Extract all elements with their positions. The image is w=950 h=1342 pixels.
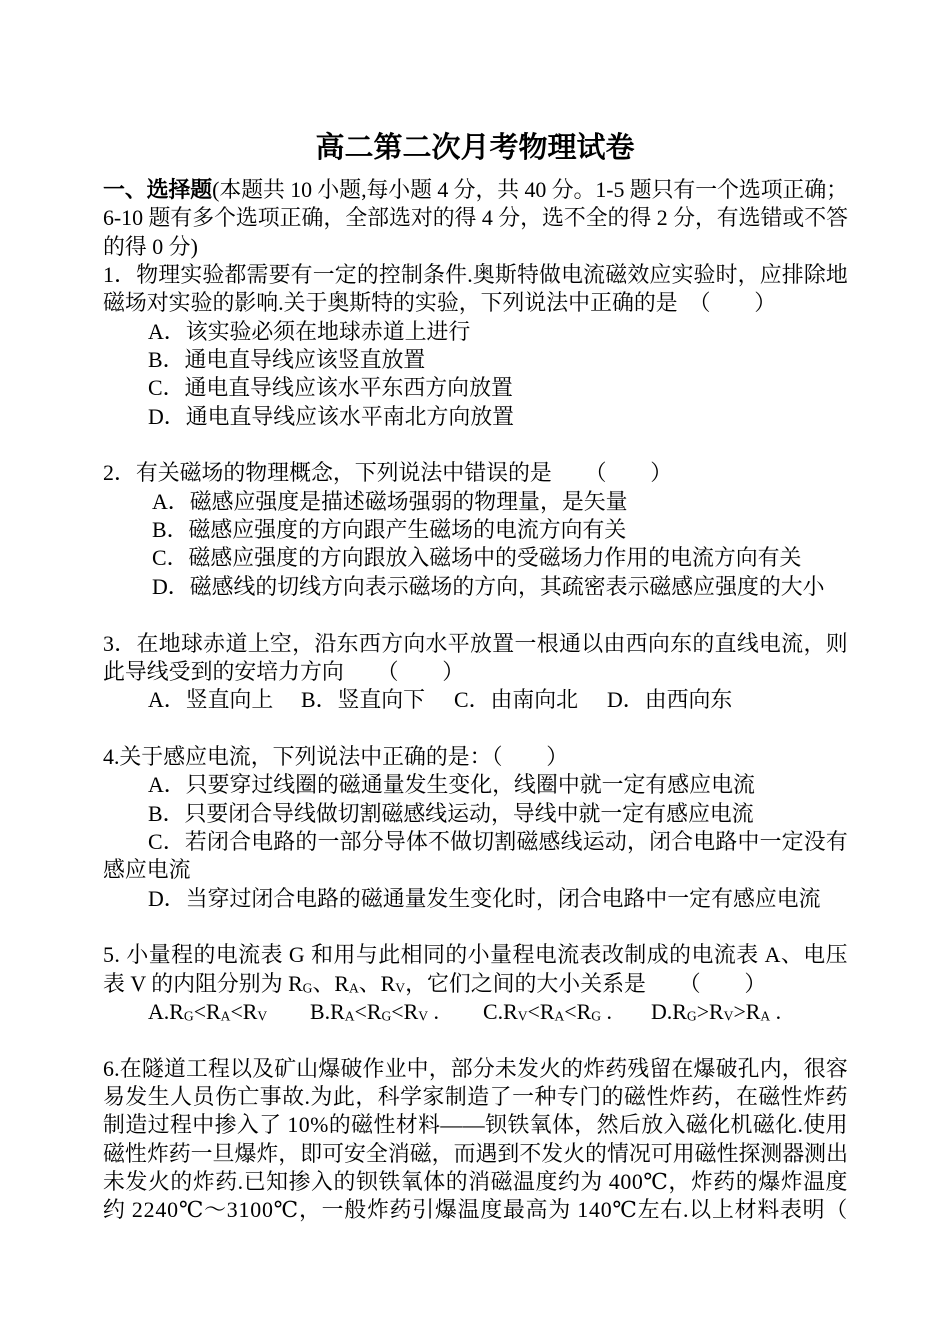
q1-option-a-text: A．该实验必须在地球赤道上进行 [148,318,471,344]
q4-option-c-text: 感应电流 [103,857,191,883]
q6-stem-line-6 [103,1196,848,1224]
q5-option-d [651,998,781,1026]
q5-stem-text [103,971,766,996]
text-fragment: <R [564,998,592,1024]
q5-option-b [310,998,483,1026]
section-instructions: 的得 0 分) [103,233,198,259]
q6-stem-text: 约 2240℃～3100℃，一般炸药引爆温度最高为 140℃左右.以上材料表明（ [103,1197,848,1223]
q1-stem-text: 1．物理实验都需要有一定的控制条件.奥斯特做电流磁效应实验时，应排除地 [103,262,848,288]
text-fragment: . [427,998,439,1024]
q4-option-c-line-2 [103,856,848,884]
q1-stem-line-1 [103,261,848,289]
q5-option-a [148,998,310,1026]
text-fragment: 、R [312,970,349,996]
q4-option-b-text: B．只要闭合导线做切割磁感线运动，导线中就一定有感应电流 [148,800,754,826]
section-intro-line-3 [103,233,848,261]
q1-option-b-text: B．通电直导线应该竖直放置 [148,347,426,373]
q1-option-d-text: D．通电直导线应该水平南北方向放置 [148,403,515,429]
q2-option-b [103,516,848,544]
text-fragment: D.R [651,998,687,1024]
subscript: G [591,1008,601,1024]
q4-option-a-text: A．只要穿过线圈的磁通量发生变化，线圈中就一定有感应电流 [148,772,755,798]
text-fragment: 表 V 的内阻分别为 R [103,970,303,996]
q6-stem-text: 制造过程中掺入了 10%的磁性材料——钡铁氧体，然后放入磁化机磁化.使用 [103,1112,848,1138]
q4-stem-line-1 [103,743,848,771]
section-intro-line-2 [103,204,848,232]
section-instructions: 6-10 题有多个选项正确，全部选对的得 4 分，选不全的得 2 分，有选错或不答 [103,205,848,231]
q1-stem-line-2 [103,289,848,317]
q4-stem-text: 4.关于感应电流，下列说法中正确的是：（ ） [103,743,569,769]
spacer [103,601,848,629]
q4-option-d-text: D．当穿过闭合电路的磁通量发生变化时，闭合电路中一定有感应电流 [148,885,821,911]
subscript: G [183,1008,194,1024]
subscript: V [257,1008,268,1024]
q3-stem-text: 此导线受到的安培力方向 （ ） [103,658,465,684]
text-fragment: >R [733,998,761,1024]
q4-option-c-text: C．若闭合电路的一部分导体不做切割磁感线运动，闭合电路中一定没有 [148,828,848,854]
q2-option-d-text: D．磁感线的切线方向表示磁场的方向，其疏密表示磁感应强度的大小 [152,573,825,599]
q6-stem-line-3 [103,1111,848,1139]
q5-options-row [103,998,848,1026]
subscript: V [395,980,406,996]
section-intro-text [103,177,848,202]
q3-option-d: D．由西向东 [607,687,733,713]
q2-option-a-text: A．磁感应强度是描述磁场强弱的物理量，是矢量 [152,488,628,514]
q6-stem-text: 未发火的炸药.已知掺入的钡铁氧体的消磁温度约为 400℃，炸药的爆炸温度 [103,1169,848,1195]
q2-option-b-text: B．磁感应强度的方向跟产生磁场的电流方向有关 [152,517,627,543]
q3-option-a: A．竖直向上 [148,687,274,713]
q6-stem-line-2 [103,1083,848,1111]
text-fragment: C.R [483,998,518,1024]
q4-option-b [103,800,848,828]
q6-stem-text: 磁性炸药一旦爆炸，即可安全消磁，而遇到不发火的情况可用磁性探测器测出 [103,1140,848,1166]
q1-stem-text: 磁场对实验的影响.关于奥斯特的实验，下列说法中正确的是 （ ） [103,290,777,316]
subscript: A [760,1008,771,1024]
text-fragment: <R [391,998,419,1024]
q5-stem-line-1 [103,941,848,969]
subscript: A [220,1008,231,1024]
text-fragment: ，它们之间的大小关系是 （ ） [405,970,767,996]
section-instructions: (本题共 10 小题,每小题 4 分，共 40 分。1-5 题只有一个选项正确； [212,177,848,202]
q5-stem-text: 5. 小量程的电流表 G 和用与此相同的小量程电流表改制成的电流表 A、电压 [103,942,848,968]
q6-stem-line-4 [103,1140,848,1168]
text-fragment: <R [230,998,258,1024]
spacer [103,913,848,941]
spacer [103,431,848,459]
section-intro-line-1 [103,176,848,204]
q2-option-c [103,544,848,572]
q3-options-row [103,686,848,714]
text-fragment: B.R [310,998,345,1024]
text-fragment: . [770,998,782,1024]
q1-option-a [103,318,848,346]
q6-stem-line-5 [103,1168,848,1196]
text-fragment: 、R [358,970,396,996]
q3-stem-text: 3．在地球赤道上空，沿东西方向水平放置一根通以由西向东的直线电流，则 [103,630,848,656]
text-fragment: . [600,998,612,1024]
subscript: V [418,1008,428,1024]
text-fragment: >R [696,998,724,1024]
q5-option-c [483,998,651,1026]
q2-stem-line-1 [103,459,848,487]
q6-stem-text: 易发生人员伤亡事故.为此，科学家制造了一种专门的磁性炸药，在磁性炸药 [103,1084,848,1109]
q5-stem-line-2 [103,970,848,998]
q3-stem-line-2 [103,658,848,686]
subscript: A [344,1008,355,1024]
subscript: G [302,980,313,996]
exam-content [103,176,848,1225]
q2-option-d [103,573,848,601]
section-heading: 一、选择题 [103,177,213,202]
q2-option-a [103,488,848,516]
q4-option-d [103,885,848,913]
subscript: V [517,1008,528,1024]
spacer [103,1026,848,1054]
text-fragment: <R [527,998,555,1024]
subscript: V [723,1008,734,1024]
subscript: G [686,1008,697,1024]
text-fragment: <R [193,998,221,1024]
q1-option-c [103,374,848,402]
q6-stem-line-1 [103,1055,848,1083]
q1-option-b [103,346,848,374]
q2-option-c-text: C．磁感应强度的方向跟放入磁场中的受磁场力作用的电流方向有关 [152,545,802,571]
q4-option-a [103,771,848,799]
q3-stem-line-1 [103,630,848,658]
q6-stem-text: 6.在隧道工程以及矿山爆破作业中，部分未发火的炸药残留在爆破孔内，很容 [103,1055,848,1081]
text-fragment: <R [354,998,382,1024]
q1-option-d [103,403,848,431]
spacer [103,715,848,743]
subscript: A [348,980,359,996]
q2-stem-text: 2．有关磁场的物理概念，下列说法中错误的是 （ ） [103,460,673,486]
subscript: G [381,1008,392,1024]
q4-option-c-line-1 [103,828,848,856]
q3-option-b: B．竖直向下 [301,687,426,713]
text-fragment: A.R [148,998,184,1024]
subscript: A [554,1008,565,1024]
q3-option-c: C．由南向北 [454,687,579,713]
q1-option-c-text: C．通电直导线应该水平东西方向放置 [148,375,513,401]
page-title: 高二第二次月考物理试卷 [315,132,635,164]
